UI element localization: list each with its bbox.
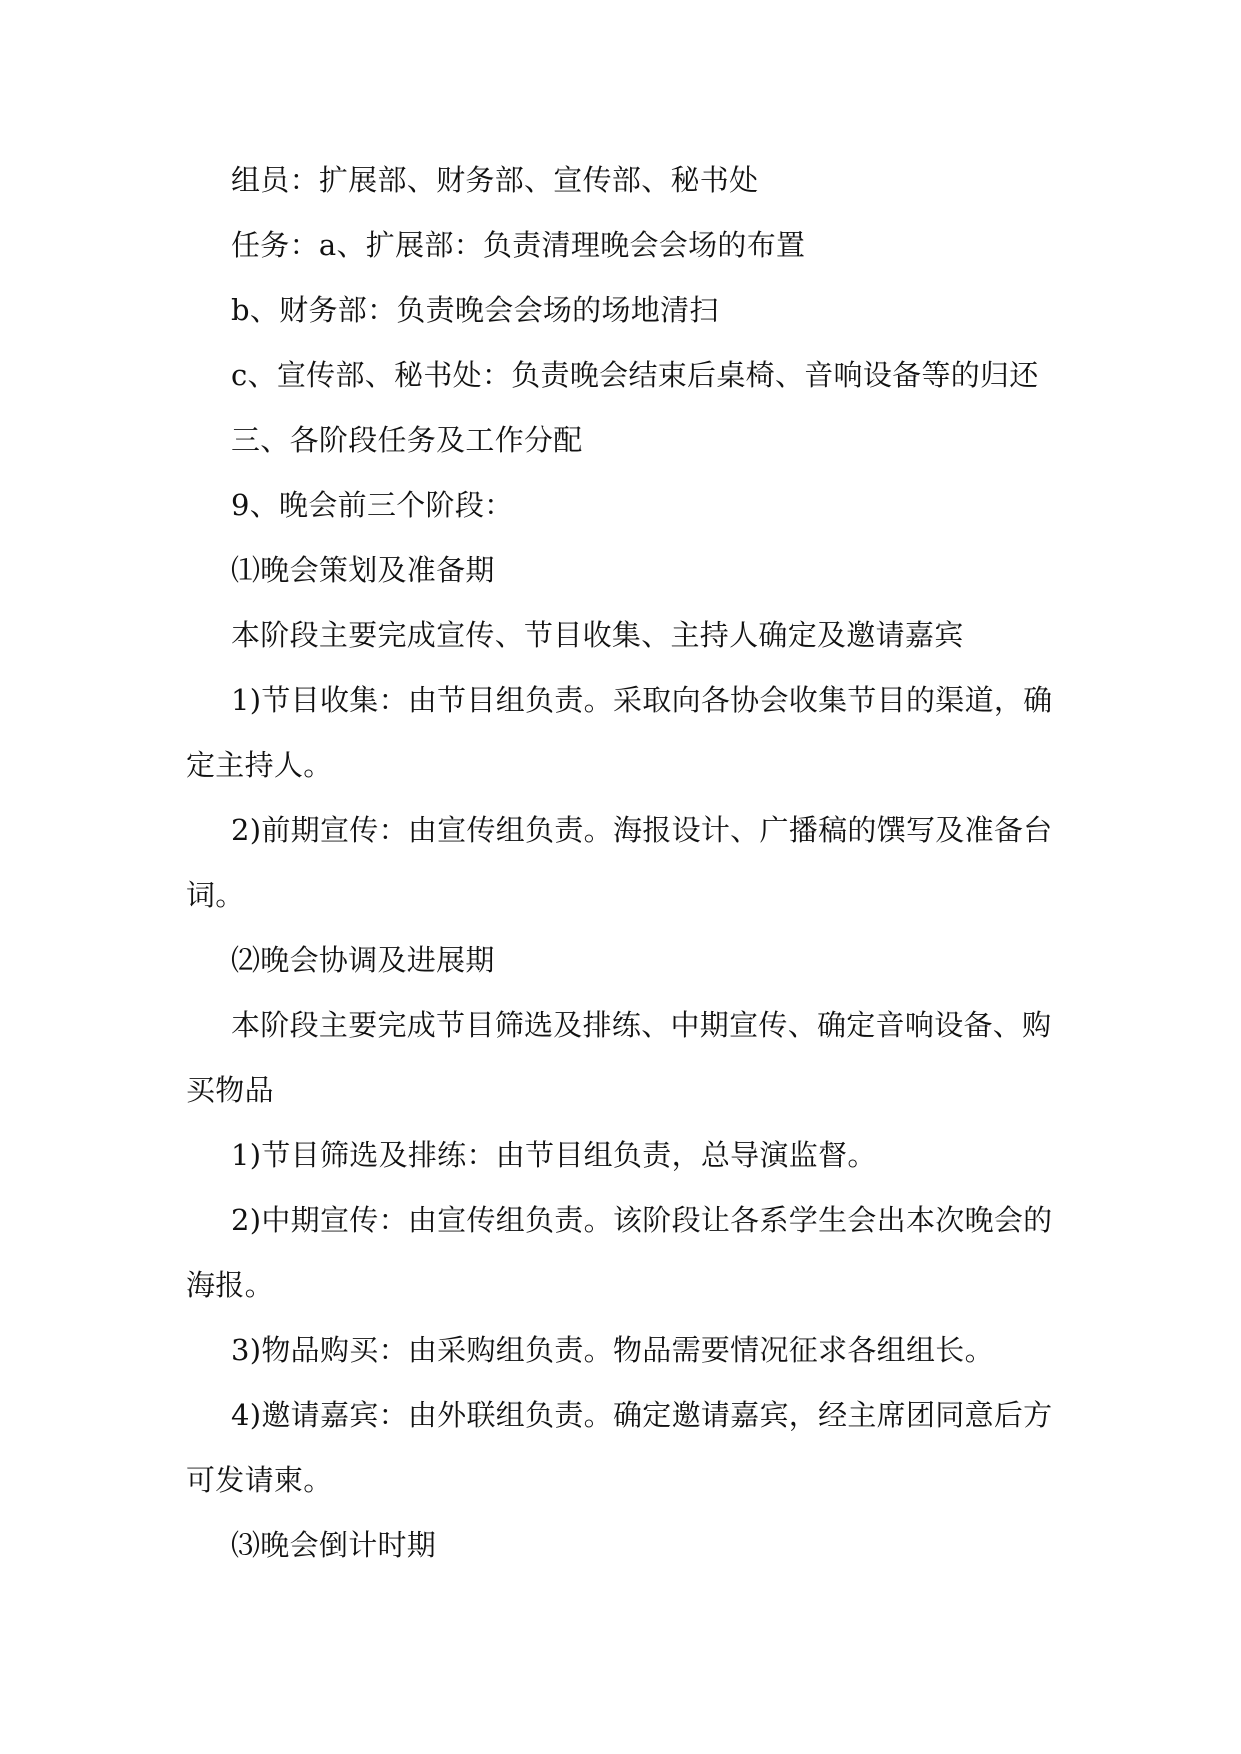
list-item-mid-promotion: [186, 1188, 1241, 1318]
paragraph-stage-2-summary: [186, 993, 1241, 1123]
subsection-heading-3: [186, 1513, 1241, 1578]
list-item-early-promotion: [186, 798, 1241, 928]
text-line: 买物品: [186, 1073, 274, 1107]
text-line: 可发请柬。: [186, 1463, 333, 1497]
text-line: c、宣传部、秘书处：负责晚会结束后桌椅、音响设备等的归还: [231, 358, 1039, 392]
text-line: 三、各阶段任务及工作分配: [231, 423, 583, 457]
text-line: ⑴晚会策划及准备期: [231, 553, 495, 587]
paragraph-members: [186, 148, 1241, 213]
text-line: ⑶晚会倒计时期: [231, 1528, 437, 1562]
text-line: 任务：a、扩展部：负责清理晚会会场的布置: [231, 228, 806, 262]
paragraph-task-a: [186, 213, 1241, 278]
subsection-heading-1: [186, 538, 1241, 603]
list-item-program-collection: [186, 668, 1241, 798]
list-item-program-selection: [186, 1123, 1241, 1188]
text-line: 本阶段主要完成宣传、节目收集、主持人确定及邀请嘉宾: [231, 618, 964, 652]
text-line: 2)中期宣传：由宣传组负责。该阶段让各系学生会出本次晚会的: [231, 1203, 1053, 1237]
text-line: 4)邀请嘉宾：由外联组负责。确定邀请嘉宾，经主席团同意后方: [231, 1398, 1053, 1432]
paragraph-task-b: [186, 278, 1241, 343]
paragraph-task-c: [186, 343, 1241, 408]
text-line: 9、晚会前三个阶段：: [231, 488, 514, 522]
text-line: 海报。: [186, 1268, 274, 1302]
text-line: 本阶段主要完成节目筛选及排练、中期宣传、确定音响设备、购: [231, 1008, 1052, 1042]
paragraph-stage-1-summary: [186, 603, 1241, 668]
stage-heading: [186, 473, 1241, 538]
text-line: 定主持人。: [186, 748, 333, 782]
list-item-invite-guests: [186, 1383, 1241, 1513]
text-line: ⑵晚会协调及进展期: [231, 943, 495, 977]
text-line: 3)物品购买：由采购组负责。物品需要情况征求各组组长。: [231, 1333, 994, 1367]
text-line: b、财务部：负责晚会会场的场地清扫: [231, 293, 719, 327]
subsection-heading-2: [186, 928, 1241, 993]
text-line: 1)节目收集：由节目组负责。采取向各协会收集节目的渠道，确: [231, 683, 1053, 717]
text-line: 词。: [186, 878, 245, 912]
text-line: 2)前期宣传：由宣传组负责。海报设计、广播稿的馔写及准备台: [231, 813, 1053, 847]
list-item-purchasing: [186, 1318, 1241, 1383]
section-heading: [186, 408, 1241, 473]
text-line: 1)节目筛选及排练：由节目组负责，总导演监督。: [231, 1138, 877, 1172]
text-line: 组员：扩展部、财务部、宣传部、秘书处: [231, 163, 759, 197]
